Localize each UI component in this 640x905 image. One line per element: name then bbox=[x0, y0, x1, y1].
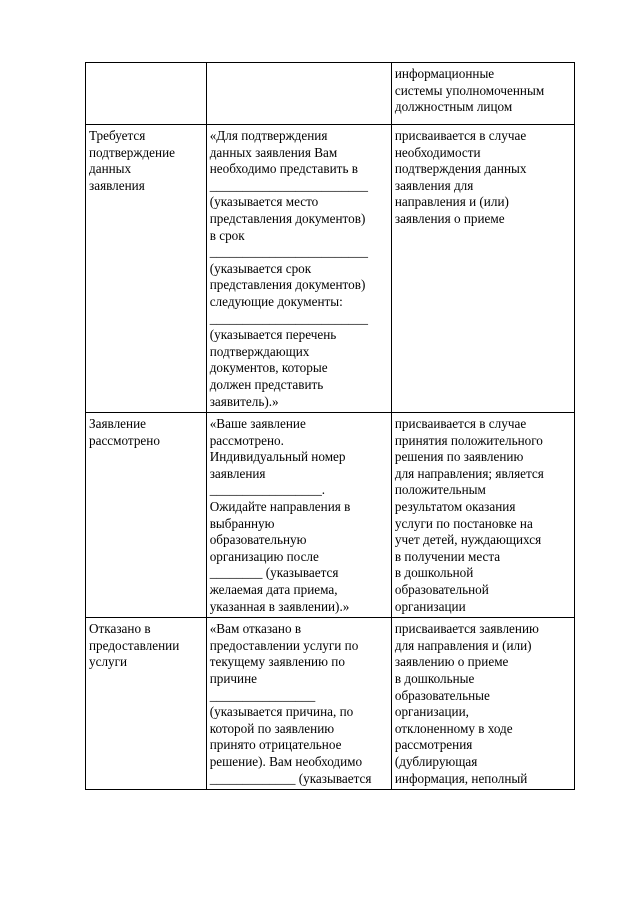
cell-text-line: присваивается заявлению bbox=[394, 621, 539, 637]
cell-text-line: организации bbox=[394, 598, 466, 614]
description-cell bbox=[391, 125, 574, 413]
cell-text-line: заявлению о приеме bbox=[394, 654, 509, 670]
description-cell bbox=[391, 63, 574, 125]
cell-text-line: решение). Вам необходимо bbox=[209, 753, 363, 769]
cell-text-line: (указывается место bbox=[209, 194, 319, 210]
cell-text-line: направления и (или) bbox=[394, 194, 509, 210]
cell-text-line: отклоненному в ходе bbox=[394, 720, 513, 736]
cell-text-line: должностным лицом bbox=[394, 99, 513, 115]
cell-text-line: ________________________ bbox=[209, 310, 368, 326]
cell-text-line: предоставлении услуги по bbox=[209, 637, 359, 653]
cell-text-line: «Для подтверждения bbox=[209, 128, 328, 143]
cell-text-line: услуги bbox=[89, 654, 128, 670]
cell-text-line: указанная в заявлении).» bbox=[209, 598, 350, 614]
cell-text-line: образовательной bbox=[394, 582, 489, 598]
cell-text-line: рассмотрено bbox=[89, 432, 160, 448]
cell-text-line: (указывается срок bbox=[209, 260, 312, 276]
table-row bbox=[86, 618, 575, 790]
cell-text-line: принятия положительного bbox=[394, 432, 543, 448]
cell-text-line: выбранную bbox=[209, 515, 275, 531]
cell-text-line: причине bbox=[209, 671, 258, 686]
description-cell bbox=[391, 618, 574, 790]
cell-text-line: присваивается в случае bbox=[394, 416, 527, 432]
cell-text-line: заявитель).» bbox=[209, 393, 279, 409]
status-cell bbox=[86, 618, 207, 790]
cell-text-line: представления документов) bbox=[209, 210, 366, 226]
cell-text-line: для направления и (или) bbox=[394, 637, 532, 653]
message-cell bbox=[206, 125, 391, 413]
cell-text-line: представления документов) bbox=[209, 277, 366, 293]
cell-text-line: предоставлении bbox=[89, 637, 180, 653]
table-row bbox=[86, 413, 575, 618]
cell-text-line: присваивается в случае bbox=[394, 128, 527, 143]
cell-text-line: образовательные bbox=[394, 687, 490, 703]
cell-text-line: в дошкольные bbox=[394, 671, 475, 686]
cell-text-line: решения по заявлению bbox=[394, 449, 524, 465]
cell-text-line: в получении места bbox=[394, 548, 501, 564]
status-cell bbox=[86, 63, 207, 125]
cell-text-line: заявления bbox=[209, 465, 266, 481]
cell-text-line: ________________________ bbox=[209, 177, 368, 193]
description-cell bbox=[391, 413, 574, 618]
table-row bbox=[86, 63, 575, 125]
cell-text-line: подтверждающих bbox=[209, 343, 310, 359]
cell-text-line: образовательную bbox=[209, 532, 307, 548]
cell-text-line: (указывается перечень bbox=[209, 327, 337, 343]
cell-text-line: заявления bbox=[89, 177, 145, 193]
cell-text-line: (дублирующая bbox=[394, 753, 478, 769]
status-table-body bbox=[86, 63, 575, 790]
cell-text-line: заявления о приеме bbox=[394, 210, 505, 226]
cell-text-line: необходимости bbox=[394, 144, 481, 160]
status-table bbox=[85, 62, 575, 790]
cell-text-line: данных заявления Вам bbox=[209, 144, 338, 160]
cell-text-line: информационные bbox=[394, 66, 495, 81]
cell-text-line: системы уполномоченным bbox=[394, 82, 545, 98]
cell-text-line: ________ (указывается bbox=[209, 565, 339, 581]
cell-text-line: «Ваше заявление bbox=[209, 416, 306, 432]
status-cell bbox=[86, 125, 207, 413]
cell-text-line: положительным bbox=[394, 482, 486, 498]
cell-text-line: в дошкольной bbox=[394, 565, 474, 581]
cell-text-line: документов, которые bbox=[209, 360, 328, 376]
status-cell bbox=[86, 413, 207, 618]
cell-text-line: ________________________ bbox=[209, 244, 368, 260]
cell-text-line: учет детей, нуждающихся bbox=[394, 532, 542, 548]
cell-text-line: необходимо представить в bbox=[209, 161, 358, 177]
cell-text-line: Отказано в bbox=[89, 621, 151, 637]
message-cell bbox=[206, 618, 391, 790]
cell-text-line: (указывается причина, по bbox=[209, 704, 354, 720]
table-row bbox=[86, 125, 575, 413]
cell-text-line: Индивидуальный номер bbox=[209, 449, 346, 465]
cell-text-line: организации, bbox=[394, 704, 469, 720]
cell-text-line: должен представить bbox=[209, 376, 324, 392]
message-cell bbox=[206, 413, 391, 618]
cell-text-line: результатом оказания bbox=[394, 499, 516, 515]
cell-text-line: подтверждения данных bbox=[394, 161, 527, 177]
cell-text-line: ________________ bbox=[209, 687, 316, 703]
cell-text-line: _____________ (указывается bbox=[209, 770, 372, 786]
cell-text-line: подтверждение bbox=[89, 144, 175, 160]
message-cell bbox=[206, 63, 391, 125]
cell-text-line: принято отрицательное bbox=[209, 737, 342, 753]
cell-text-line: Заявление bbox=[89, 416, 146, 432]
cell-text-line: данных bbox=[89, 161, 132, 177]
cell-text-line: которой по заявлению bbox=[209, 720, 335, 736]
cell-text-line: «Вам отказано в bbox=[209, 621, 302, 637]
cell-text-line: услуги по постановке на bbox=[394, 515, 533, 531]
cell-text-line: следующие документы: bbox=[209, 293, 343, 309]
cell-text-line: в срок bbox=[209, 227, 245, 243]
cell-text-line: заявления для bbox=[394, 177, 474, 193]
cell-text-line: информация, неполный bbox=[394, 770, 528, 786]
cell-text-line: Ожидайте направления в bbox=[209, 499, 351, 515]
cell-text-line: Требуется bbox=[89, 128, 146, 143]
cell-text-line: рассмотрения bbox=[394, 737, 473, 753]
cell-text-line: _________________. bbox=[209, 482, 326, 498]
cell-text-line: рассмотрено. bbox=[209, 432, 284, 448]
cell-text-line: желаемая дата приема, bbox=[209, 582, 338, 598]
cell-text-line: текущему заявлению по bbox=[209, 654, 345, 670]
cell-text-line: организацию после bbox=[209, 548, 319, 564]
cell-text-line: для направления; является bbox=[394, 465, 544, 481]
